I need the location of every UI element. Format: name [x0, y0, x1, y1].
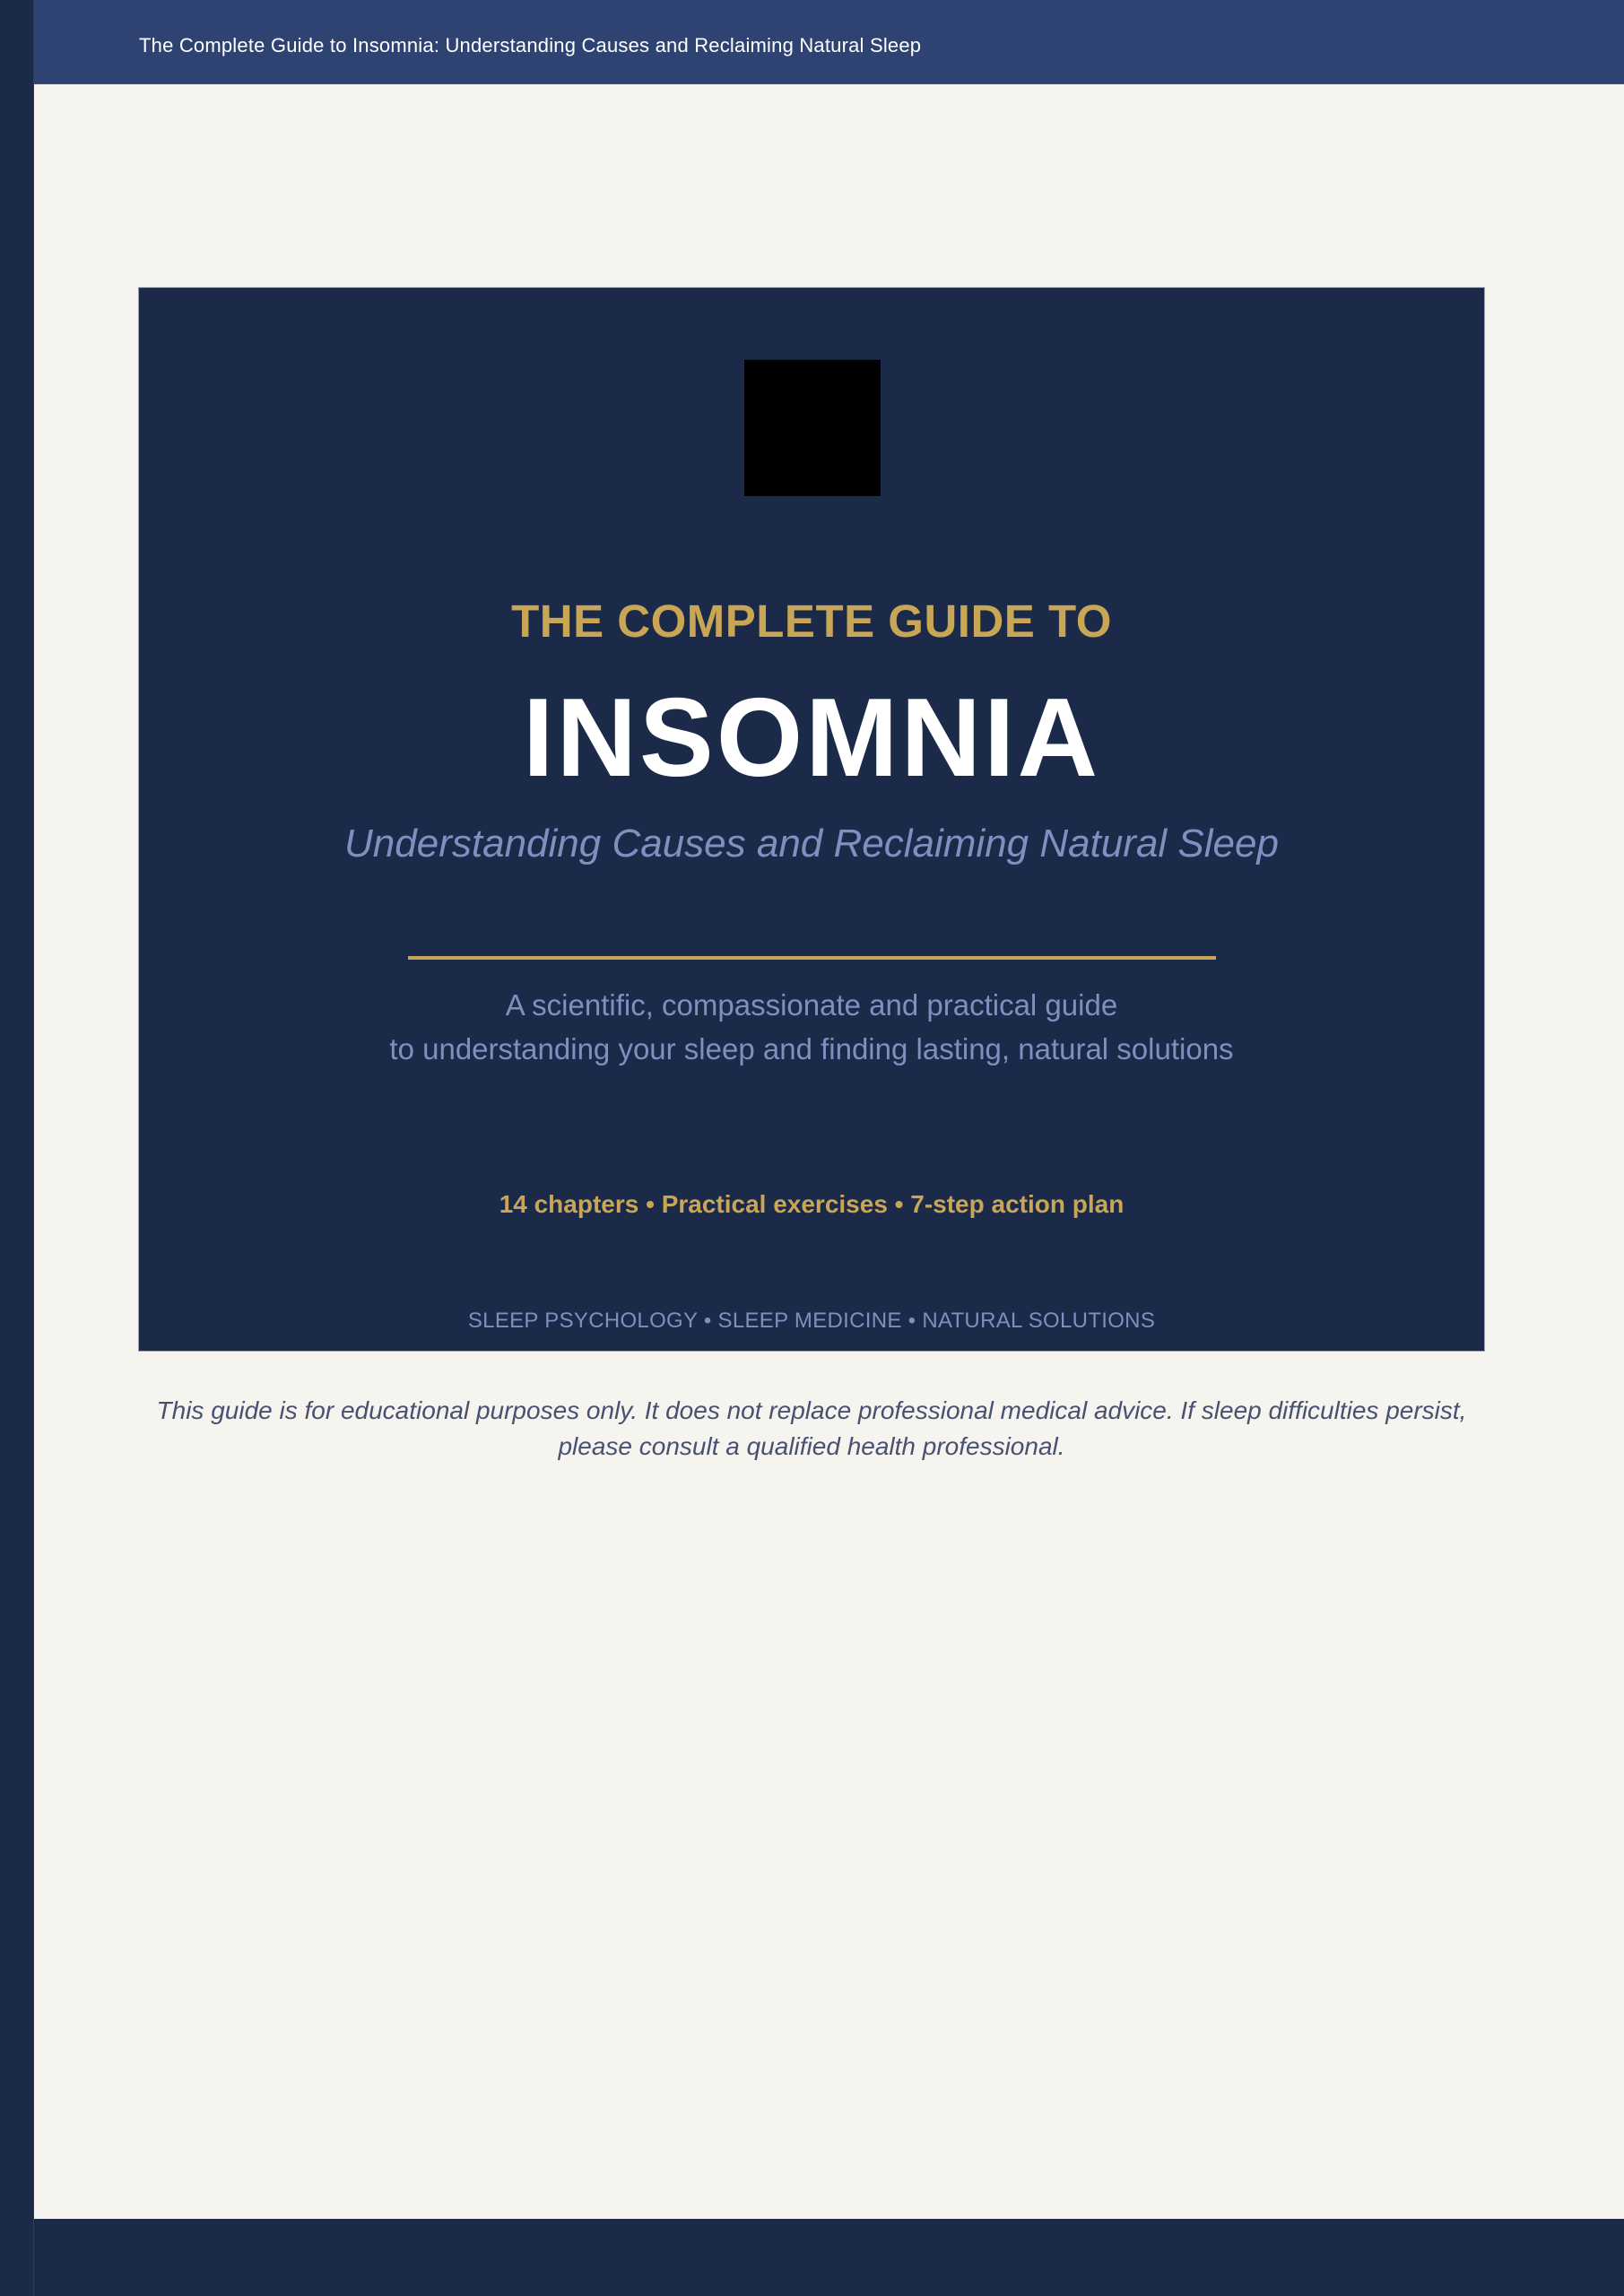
disclaimer-line-2: please consult a qualified health professional. — [558, 1432, 1065, 1460]
book-cover — [138, 287, 1485, 1352]
cover-features: 14 chapters • Practical exercises • 7-step action plan — [499, 1190, 1125, 1218]
cover-image — [744, 360, 881, 496]
cover-description-line-2: to understanding your sleep and finding lasting, natural solutions — [389, 1032, 1234, 1065]
header-title: The Complete Guide to Insomnia: Understanding Causes and Reclaiming Natural Sleep — [139, 34, 922, 57]
disclaimer-line-1: This guide is for educational purposes only. It does not replace professional medical advice. If sleep difficulties persist, — [156, 1396, 1467, 1424]
cover-description-line-1: A scientific, compassionate and practical guide — [505, 988, 1118, 1022]
left-spine — [0, 0, 34, 2296]
cover-description — [139, 983, 1484, 1071]
cover-kicker: THE COMPLETE GUIDE TO — [511, 596, 1112, 647]
cover-categories: SLEEP PSYCHOLOGY • SLEEP MEDICINE • NATURAL SOLUTIONS — [467, 1309, 1156, 1333]
cover-subtitle: Understanding Causes and Reclaiming Natural Sleep — [344, 822, 1279, 865]
disclaimer — [138, 1393, 1485, 1465]
footer-bar — [34, 2219, 1624, 2296]
cover-title: INSOMNIA — [523, 676, 1100, 800]
cover-divider — [408, 956, 1216, 960]
header-bar — [34, 0, 1624, 84]
